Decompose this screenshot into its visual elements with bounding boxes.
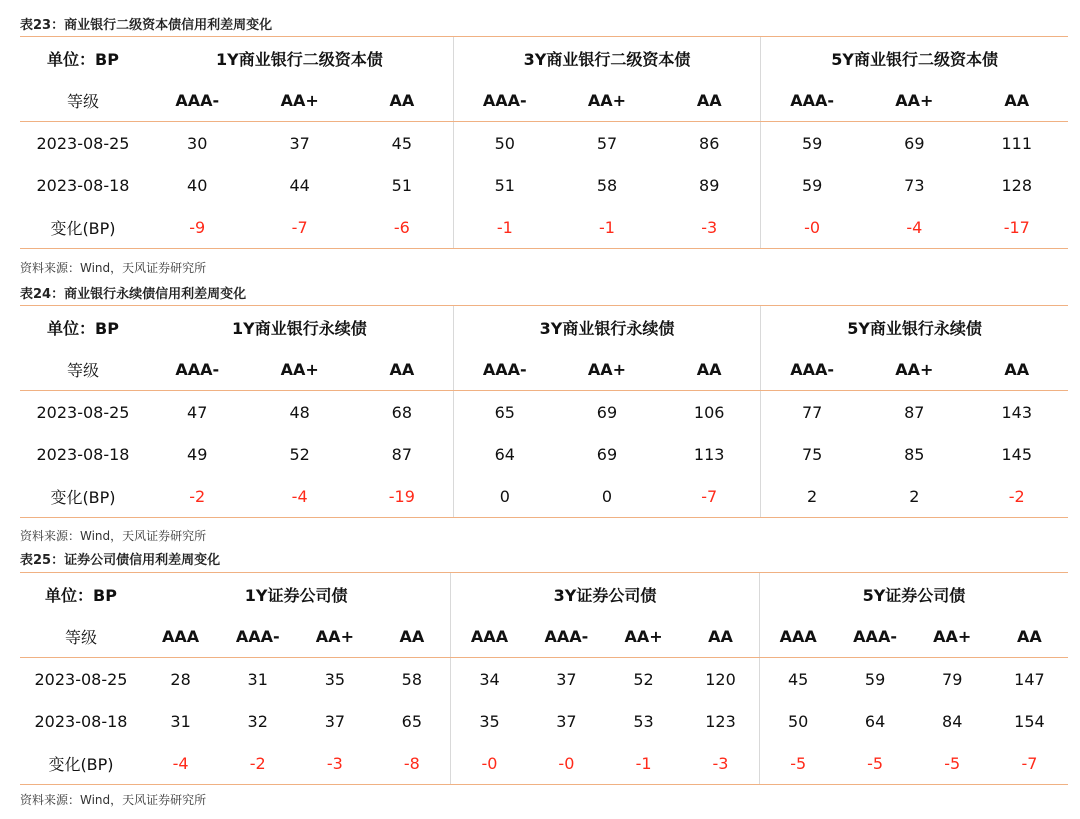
value-cell: 51 [391, 175, 413, 195]
value-cell: -0 [451, 742, 528, 785]
value-cell: 51 [453, 164, 555, 206]
grade-row [20, 79, 1068, 122]
value-cell: 111 [1001, 133, 1033, 153]
value-cell: 69 [904, 133, 925, 153]
value-cell: -3 [682, 742, 759, 785]
grade-cell: AA+ [248, 79, 350, 122]
grade-cell: AAA- [453, 348, 555, 391]
value-cell: -4 [142, 742, 219, 785]
grade-cell: AA+ [296, 615, 373, 658]
grade-cell: AAA- [146, 79, 248, 122]
group-title: 5Y商业银行二级资本债 [761, 37, 1068, 80]
grade-cell: AA [991, 615, 1068, 658]
value-cell: -8 [373, 742, 450, 785]
row-label: 2023-08-18 [36, 444, 130, 464]
value-cell: 87 [904, 402, 925, 422]
row-label: 变化(BP) [20, 742, 142, 785]
group-title: 1Y证券公司债 [142, 573, 451, 616]
value-cell: 57 [596, 133, 618, 153]
value-cell: 52 [633, 669, 654, 689]
grade-cell: AAA- [453, 79, 555, 122]
value-cell: 32 [247, 711, 268, 731]
grade-cell: AA+ [863, 79, 965, 122]
value-cell: -0 [761, 206, 863, 249]
row-label: 2023-08-25 [36, 133, 130, 153]
value-cell: 106 [693, 402, 725, 422]
value-cell: -19 [351, 475, 453, 518]
grade-cell: AAA [451, 615, 528, 658]
value-cell: -5 [759, 742, 836, 785]
value-cell: -2 [966, 475, 1068, 518]
value-cell: 31 [247, 669, 268, 689]
table-row [20, 391, 1068, 434]
header-row [20, 37, 1068, 80]
value-cell: 87 [391, 444, 413, 464]
value-cell: 45 [391, 133, 413, 153]
row-label: 2023-08-18 [34, 711, 128, 731]
source-note: 资料来源：Wind，天风证券研究所 [20, 261, 207, 275]
group-title: 1Y商业银行二级资本债 [146, 37, 453, 80]
grade-label: 等级 [20, 615, 142, 658]
table-row [20, 433, 1068, 475]
grade-cell: AA [682, 615, 759, 658]
row-label: 2023-08-18 [36, 175, 130, 195]
group-title: 3Y证券公司债 [451, 573, 760, 616]
value-cell: 147 [1014, 669, 1045, 689]
value-cell: 2 [761, 475, 863, 518]
value-cell: 35 [324, 669, 346, 689]
value-cell: 45 [759, 658, 836, 701]
table-row [20, 475, 1068, 518]
row-label: 2023-08-25 [34, 669, 128, 689]
table-caption: 表23：商业银行二级资本债信用利差周变化 [20, 18, 273, 33]
group-title: 1Y商业银行永续债 [146, 306, 453, 349]
grade-cell: AAA- [146, 348, 248, 391]
value-cell: 79 [942, 669, 963, 689]
value-cell: 89 [699, 175, 720, 195]
value-cell: 50 [453, 122, 555, 165]
value-cell: 31 [170, 711, 191, 731]
grade-cell: AA [351, 348, 453, 391]
table-caption: 表25：证券公司债信用利差周变化 [20, 553, 221, 568]
grade-cell: AA+ [914, 615, 991, 658]
value-cell: -17 [966, 206, 1068, 249]
group-title: 3Y商业银行永续债 [453, 306, 760, 349]
grade-cell: AAA- [761, 348, 863, 391]
grade-cell: AA [658, 79, 760, 122]
value-cell: -3 [296, 742, 373, 785]
value-cell: -7 [658, 475, 760, 518]
value-cell: 50 [759, 700, 836, 742]
grade-cell: AA+ [605, 615, 682, 658]
table-row [20, 658, 1068, 701]
source-note: 资料来源：Wind，天风证券研究所 [20, 793, 207, 807]
value-cell: 37 [556, 711, 577, 731]
value-cell: 64 [864, 711, 886, 731]
grade-cell: AA [966, 348, 1068, 391]
value-cell: 44 [289, 175, 310, 195]
header-row [20, 306, 1068, 349]
value-cell: 128 [1001, 175, 1033, 195]
value-cell: 37 [324, 711, 346, 731]
value-cell: 120 [705, 669, 736, 689]
value-cell: -5 [914, 742, 991, 785]
value-cell: 28 [170, 669, 191, 689]
table-row [20, 742, 1068, 785]
value-cell: -4 [863, 206, 965, 249]
grade-cell: AA [658, 348, 760, 391]
table-row [20, 700, 1068, 742]
value-cell: 49 [187, 444, 208, 464]
grade-cell: AAA- [219, 615, 296, 658]
spread-table-25 [20, 572, 1068, 785]
value-cell: 0 [556, 475, 658, 518]
value-cell: 85 [904, 444, 925, 464]
value-cell: 58 [401, 669, 422, 689]
value-cell: 53 [633, 711, 654, 731]
value-cell: 64 [453, 433, 555, 475]
value-cell: 143 [1001, 402, 1033, 422]
spread-table-24 [20, 305, 1068, 518]
value-cell: 30 [187, 133, 208, 153]
value-cell: 86 [699, 133, 720, 153]
grade-cell: AAA [759, 615, 836, 658]
value-cell: 35 [451, 700, 528, 742]
value-cell: 65 [401, 711, 422, 731]
unit-label: 单位：BP [20, 37, 146, 80]
grade-label: 等级 [20, 79, 146, 122]
table-row [20, 164, 1068, 206]
value-cell: 123 [705, 711, 736, 731]
value-cell: 58 [596, 175, 618, 195]
value-cell: 47 [187, 402, 208, 422]
value-cell: 2 [863, 475, 965, 518]
grade-cell: AAA- [761, 79, 863, 122]
grade-cell: AAA- [837, 615, 914, 658]
value-cell: 77 [761, 391, 863, 434]
value-cell: 69 [596, 444, 618, 464]
group-title: 5Y证券公司债 [759, 573, 1068, 616]
value-cell: 34 [451, 658, 528, 701]
source-note: 资料来源：Wind，天风证券研究所 [20, 529, 207, 543]
value-cell: 145 [1001, 444, 1033, 464]
value-cell: 154 [1014, 711, 1045, 731]
row-label: 变化(BP) [20, 206, 146, 249]
unit-label: 单位：BP [20, 306, 146, 349]
value-cell: -4 [248, 475, 350, 518]
grade-row [20, 348, 1068, 391]
grade-cell: AA+ [248, 348, 350, 391]
group-title: 3Y商业银行二级资本债 [453, 37, 760, 80]
value-cell: -0 [528, 742, 605, 785]
grade-row [20, 615, 1068, 658]
header-row [20, 573, 1068, 616]
table-row [20, 206, 1068, 249]
grade-label: 等级 [20, 348, 146, 391]
value-cell: 59 [864, 669, 886, 689]
value-cell: -2 [219, 742, 296, 785]
value-cell: -5 [837, 742, 914, 785]
group-title: 5Y商业银行永续债 [761, 306, 1068, 349]
grade-cell: AA [351, 79, 453, 122]
grade-cell: AA [966, 79, 1068, 122]
value-cell: -9 [146, 206, 248, 249]
value-cell: -2 [146, 475, 248, 518]
value-cell: 52 [289, 444, 310, 464]
value-cell: 113 [693, 444, 725, 464]
row-label: 2023-08-25 [36, 402, 130, 422]
value-cell: 40 [187, 175, 208, 195]
unit-label: 单位：BP [20, 573, 142, 616]
value-cell: -1 [556, 206, 658, 249]
value-cell: -7 [991, 742, 1068, 785]
grade-cell: AA [373, 615, 450, 658]
table-caption: 表24：商业银行永续债信用利差周变化 [20, 287, 247, 302]
value-cell: 59 [761, 122, 863, 165]
row-label: 变化(BP) [20, 475, 146, 518]
value-cell: 84 [942, 711, 963, 731]
spread-table-23 [20, 36, 1068, 249]
value-cell: 0 [453, 475, 555, 518]
value-cell: -1 [605, 742, 682, 785]
value-cell: 48 [289, 402, 310, 422]
value-cell: 37 [289, 133, 310, 153]
value-cell: -3 [658, 206, 760, 249]
grade-cell: AA+ [863, 348, 965, 391]
value-cell: 73 [904, 175, 925, 195]
grade-cell: AAA [142, 615, 219, 658]
table-row [20, 122, 1068, 165]
value-cell: 69 [596, 402, 618, 422]
value-cell: 37 [556, 669, 577, 689]
grade-cell: AA+ [556, 348, 658, 391]
value-cell: -6 [351, 206, 453, 249]
grade-cell: AA+ [556, 79, 658, 122]
value-cell: 68 [391, 402, 413, 422]
value-cell: 59 [761, 164, 863, 206]
value-cell: 75 [761, 433, 863, 475]
grade-cell: AAA- [528, 615, 605, 658]
value-cell: -7 [248, 206, 350, 249]
value-cell: -1 [453, 206, 555, 249]
value-cell: 65 [453, 391, 555, 434]
